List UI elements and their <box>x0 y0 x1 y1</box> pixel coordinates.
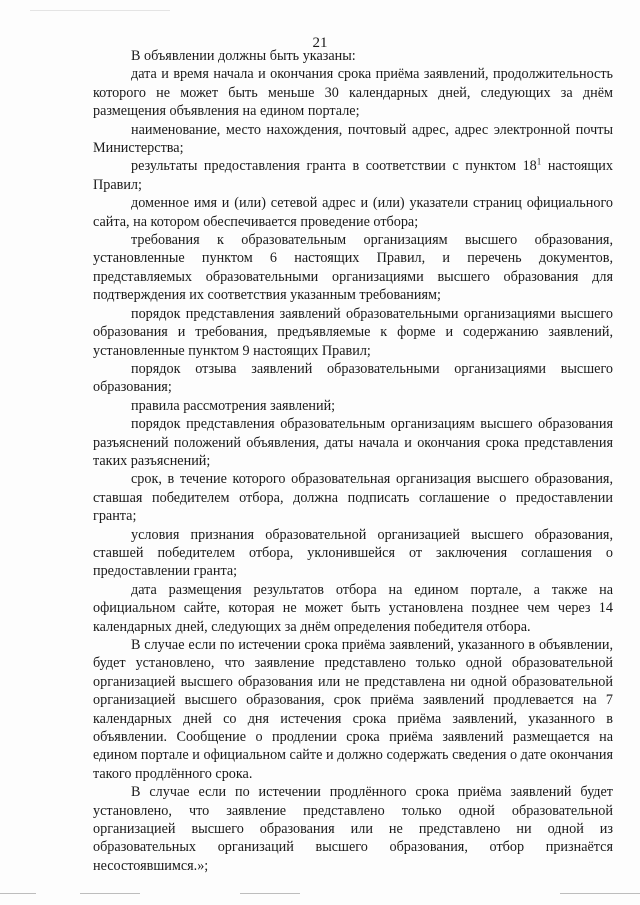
grant-results-suffix: настоящих Правил; <box>93 158 613 193</box>
scan-artifact-mid-left <box>80 893 140 894</box>
scan-artifact-left <box>0 893 36 894</box>
paragraph-requirements: требования к образовательным организациям высшего образования, установленные пунктом 6 настоящих Правил, и перечень документов, представляемых образовательными организациями высшего образования для подтверждения их соответствия указанным требованиям; <box>93 232 613 304</box>
paragraph-agreement-deadline: срок, в течение которого образовательная организация высшего образования, ставшая победителем отбора, должна подписать соглашение о предоставлении гранта; <box>93 471 613 525</box>
page-number: 21 <box>312 35 328 51</box>
document-body <box>93 47 613 875</box>
scan-artifact-mid <box>240 893 300 894</box>
paragraph-intro: В объявлении должны быть указаны: <box>131 48 356 64</box>
paragraph-results-date: дата размещения результатов отбора на едином портале, а также на официальном сайте, которая не может быть установлена позднее чем через 14 календарных дней, следующих за днём определения победителя отбора. <box>93 581 613 635</box>
paragraph-grant-results <box>93 157 613 194</box>
scan-artifact-right <box>560 893 640 894</box>
paragraph-evasion-conditions: условия признания образовательной организацией высшего образования, ставшей победителем отбора, уклонившейся от заключения соглашения о предоставлении гранта; <box>93 526 613 580</box>
paragraph-domain-name: доменное имя и (или) сетевой адрес и (или) указатели страниц официального сайта, на котором обеспечивается проведение отбора; <box>93 195 613 230</box>
paragraph-failed-selection: В случае если по истечении продлённого срока приёма заявлений будет установлено, что заявление представлено только одной образовательной организацией высшего образования или не представлено ни одной из образовательных организаций высшего образования, отбор признаётся несостоявшимся.»; <box>93 784 613 874</box>
grant-results-text: результаты предоставления гранта в соответствии с пунктом 18 <box>131 158 537 175</box>
scan-artifact-top <box>30 10 170 11</box>
grant-results-superscript: 1 <box>536 156 542 167</box>
paragraph-clarifications: порядок представления образовательным организациям высшего образования разъяснений положений объявления, даты начала и окончания срока представления таких разъяснений; <box>93 416 613 469</box>
paragraph-review-rules: правила рассмотрения заявлений; <box>131 397 336 414</box>
paragraph-submission-procedure: порядок представления заявлений образовательными организациями высшего образования и требования, предъявляемые к форме и содержанию заявлений, установленные пунктом 9 настоящих Правил; <box>93 305 613 359</box>
paragraph-ministry-address: наименование, место нахождения, почтовый адрес, адрес электронной почты Министерства; <box>93 121 613 157</box>
paragraph-dates: дата и время начала и окончания срока приёма заявлений, продолжительность которого не может быть меньше 30 календарных дней, следующих за днём размещения объявления на едином портале; <box>93 66 613 120</box>
paragraph-single-applicant: В случае если по истечении срока приёма заявлений, указанного в объявлении, будет установлено, что заявление представлено только одной образовательной организацией высшего образования или не представлена ни одной образовательной организацией высшего образования, срок приёма заявлений продлевается на 7 календарных дней со дня истечения срока приёма заявлений, указанного в объявлении. Сообщение о продлении срока приёма заявлений размещается на едином портале и официальном сайте и должно содержать сведения о дате окончания такого продлённого срока. <box>93 637 613 782</box>
paragraph-withdrawal-procedure: порядок отзыва заявлений образовательными организациями высшего образования; <box>93 360 613 396</box>
